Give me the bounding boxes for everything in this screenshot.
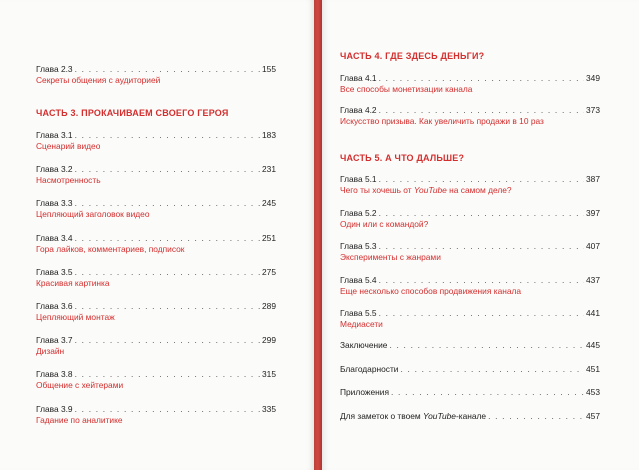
chapter-title: Еще несколько способов продвижения канала xyxy=(340,285,522,296)
toc-entry xyxy=(340,174,600,196)
chapter-label: Глава 3.4 xyxy=(36,232,73,243)
chapter-label: Глава 3.5 xyxy=(36,266,73,277)
dot-leader xyxy=(75,198,260,209)
page-number: 155 xyxy=(262,64,276,74)
part-heading: ЧАСТЬ 5. А ЧТО ДАЛЬШЕ? xyxy=(340,153,465,163)
chapter-label: Глава 5.2 xyxy=(340,207,377,218)
page-number: 373 xyxy=(586,105,600,115)
page-number: 453 xyxy=(586,387,600,397)
toc-right-column xyxy=(340,0,600,470)
page-number: 441 xyxy=(586,308,600,318)
toc-entry xyxy=(340,387,600,398)
chapter-title: Искусство призыва. Как увеличить продажи в 10 раз xyxy=(340,116,544,126)
chapter-label: Для заметок о твоем YouTube-канале xyxy=(340,410,487,421)
page-number: 335 xyxy=(262,403,276,414)
dot-leader xyxy=(379,308,584,319)
page-number: 231 xyxy=(262,164,276,175)
toc-entry xyxy=(340,275,600,297)
chapter-title: Гора лайков, комментариев, подписок xyxy=(36,243,185,254)
page-number: 245 xyxy=(262,198,276,209)
dot-leader xyxy=(75,267,260,278)
chapter-label: Глава 5.4 xyxy=(340,274,377,285)
dot-leader xyxy=(75,369,260,380)
chapter-label: Глава 3.1 xyxy=(36,130,73,140)
chapter-label: Заключение xyxy=(340,340,388,350)
toc-entry xyxy=(36,267,276,289)
toc-entry xyxy=(36,301,276,323)
chapter-title: Цепляющий монтаж xyxy=(36,312,115,322)
dot-leader xyxy=(488,411,584,422)
toc-entry xyxy=(340,241,600,263)
part-heading: ЧАСТЬ 4. ГДЕ ЗДЕСЬ ДЕНЬГИ? xyxy=(340,51,485,61)
dot-leader xyxy=(379,208,584,219)
dot-leader xyxy=(75,335,260,346)
chapter-label: Глава 4.1 xyxy=(340,73,377,83)
chapter-title: Эксперименты с жанрами xyxy=(340,252,441,262)
chapter-label: Глава 3.9 xyxy=(36,403,73,414)
chapter-label: Глава 5.5 xyxy=(340,308,377,318)
dot-leader xyxy=(75,301,260,312)
chapter-title: Красивая картинка xyxy=(36,277,110,288)
chapter-label: Приложения xyxy=(340,387,389,397)
chapter-title: Секреты общения с аудиторией xyxy=(36,75,161,85)
toc-entry xyxy=(36,198,276,220)
page-number: 407 xyxy=(586,241,600,251)
toc-left-column xyxy=(36,0,276,470)
toc-entry xyxy=(340,340,600,351)
chapter-title: Цепляющий заголовок видео xyxy=(36,209,150,220)
page-number: 275 xyxy=(262,266,276,277)
toc-entry xyxy=(340,411,600,422)
toc-entry xyxy=(340,105,600,127)
chapter-title: Общение с хейтерами xyxy=(36,380,124,391)
dot-leader xyxy=(391,387,584,398)
page-number: 183 xyxy=(262,130,276,140)
page-number: 451 xyxy=(586,363,600,374)
chapter-title: Один или с командой? xyxy=(340,218,429,229)
chapter-label: Благодарности xyxy=(340,363,399,374)
dot-leader xyxy=(75,130,260,141)
chapter-title: Гадание по аналитике xyxy=(36,414,123,425)
page-number: 387 xyxy=(586,174,600,184)
page-number: 437 xyxy=(586,274,600,285)
chapter-label: Глава 3.2 xyxy=(36,164,73,175)
chapter-label: Глава 3.6 xyxy=(36,301,73,311)
page-number: 299 xyxy=(262,335,276,346)
page-number: 349 xyxy=(586,73,600,83)
dot-leader xyxy=(75,64,260,75)
chapter-title: Все способы монетизации канала xyxy=(340,84,473,94)
chapter-title: Сценарий видео xyxy=(36,141,101,151)
toc-entry xyxy=(36,404,276,426)
chapter-label: Глава 4.2 xyxy=(340,105,377,115)
toc-entry xyxy=(340,308,600,330)
chapter-title: Чего ты хочешь от YouTube на самом деле? xyxy=(340,185,512,195)
page-number: 251 xyxy=(262,232,276,243)
part-heading: ЧАСТЬ 3. ПРОКАЧИВАЕМ СВОЕГО ГЕРОЯ xyxy=(36,108,229,118)
toc-entry xyxy=(36,233,276,255)
chapter-label: Глава 3.7 xyxy=(36,335,73,346)
chapter-title: Насмотренность xyxy=(36,175,101,186)
dot-leader xyxy=(75,404,260,415)
chapter-title: Дизайн xyxy=(36,346,65,357)
chapter-label: Глава 3.3 xyxy=(36,198,73,209)
chapter-label: Глава 5.1 xyxy=(340,174,377,184)
toc-entry xyxy=(36,369,276,391)
chapter-label: Глава 2.3 xyxy=(36,64,73,74)
chapter-label: Глава 3.8 xyxy=(36,369,73,380)
dot-leader xyxy=(379,73,584,84)
toc-entry xyxy=(340,73,600,95)
toc-entry xyxy=(340,208,600,230)
page-number: 397 xyxy=(586,207,600,218)
toc-entry xyxy=(36,335,276,357)
dot-leader xyxy=(400,364,584,375)
book-spine xyxy=(314,0,322,470)
page-number: 315 xyxy=(262,369,276,380)
page-number: 289 xyxy=(262,301,276,311)
page-number: 457 xyxy=(586,410,600,421)
dot-leader xyxy=(379,105,584,116)
dot-leader xyxy=(389,340,584,351)
toc-entry xyxy=(36,64,276,86)
chapter-title: Медиасети xyxy=(340,319,383,329)
dot-leader xyxy=(379,241,584,252)
chapter-label: Глава 5.3 xyxy=(340,241,377,251)
dot-leader xyxy=(379,174,584,185)
page-number: 445 xyxy=(586,340,600,350)
toc-entry xyxy=(36,130,276,152)
toc-entry xyxy=(36,164,276,186)
dot-leader xyxy=(379,275,584,286)
dot-leader xyxy=(75,164,260,175)
toc-entry xyxy=(340,364,600,375)
dot-leader xyxy=(75,233,260,244)
